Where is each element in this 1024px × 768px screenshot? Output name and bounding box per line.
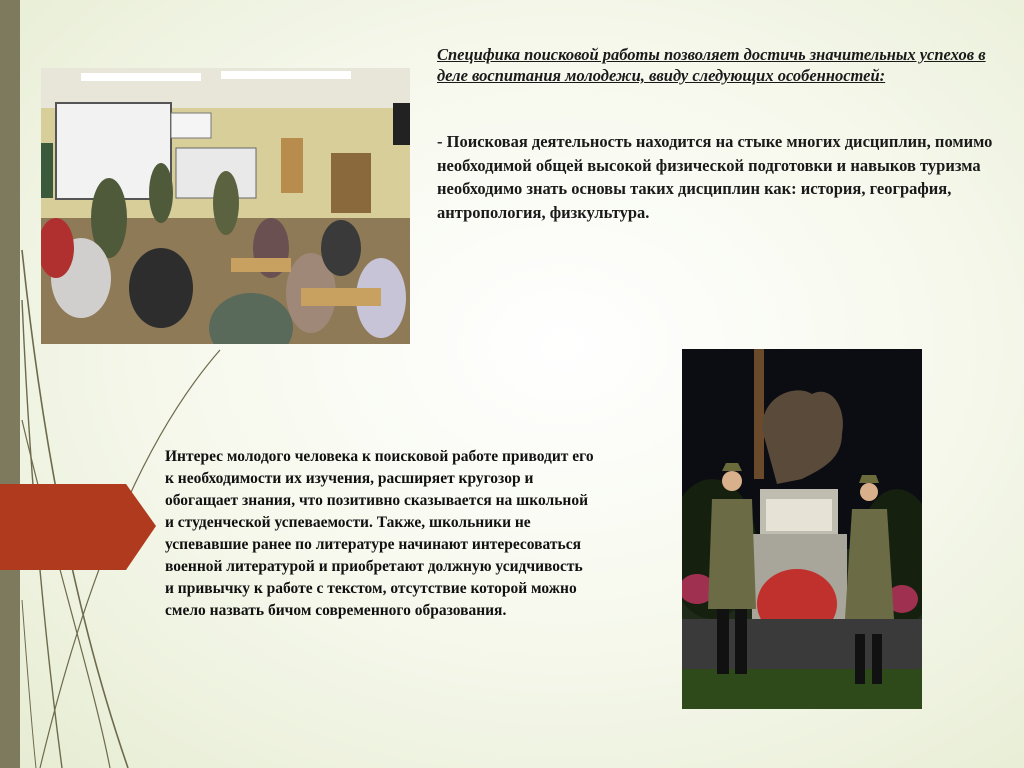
right-paragraph: - Поисковая деятельность находится на стыке многих дисциплин, помимо необходимой общей высокой физической подготовки и навыков туризма необходимо знать основы таких дисциплин как: история, география, антропология, физкультура. xyxy=(437,132,993,222)
left-paragraph: Интерес молодого человека к поисковой работе приводит его к необходимости их изучения, расширяет кругозор и обогащает знания, что позитивно сказывается на школьной и студенческой успеваемости. Также, школьники не успевавшие ранее по литературе начинают интересоваться военной литературой и приобретают должную усидчивость и привычку к работе с текстом, отсутствие которой можно смело назвать бичом современного образования. xyxy=(165,448,594,619)
memorial-photo xyxy=(682,349,922,709)
classroom-photo xyxy=(41,68,410,344)
slide-heading: Специфика поисковой работы позволяет достичь значительных успехов в деле воспитания молодежи, ввиду следующих особенностей: xyxy=(437,45,986,85)
left-accent-bar xyxy=(0,0,20,768)
